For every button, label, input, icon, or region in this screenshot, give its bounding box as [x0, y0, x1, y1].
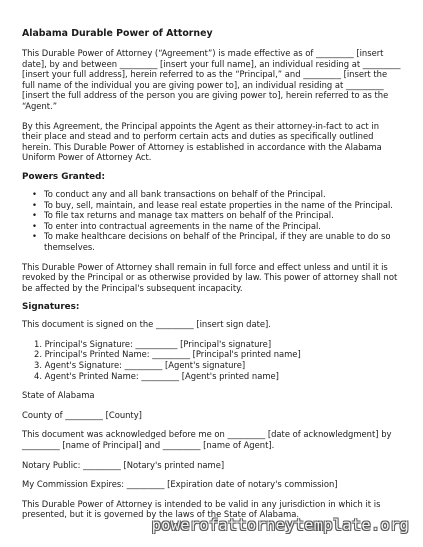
- signature-line: 1. Principal's Signature: __________ [Principal's signature]: [34, 338, 272, 349]
- commission-line: My Commission Expires: _________ [Expiration date of notary's commission]: [22, 479, 338, 490]
- signed-on-line: This document is signed on the _________ [insert sign date].: [22, 319, 271, 330]
- durability-paragraph: This Durable Power of Attorney shall remain in full force and effect unless and until it is revoked by the Principal or as otherwise provided by law. This power of attorney shall not be affected by the Principal's subsequent incapacity.: [22, 261, 398, 293]
- powers-list: [22, 189, 401, 253]
- site-watermark: powerofattorneytemplate.org: [151, 516, 409, 534]
- signatures-heading: Signatures:: [22, 302, 80, 313]
- power-item: • To enter into contractual agreements in the name of the Principal.: [44, 221, 401, 232]
- power-item: • To conduct any and all bank transactions on behalf of the Principal.: [44, 189, 401, 200]
- intro-paragraph: This Durable Power of Attorney (“Agreement”) is made effective as of _________ [insert date], by and between _________ [insert your full name], an individual residing at _________ [insert your full address], herein referred to as the “Principal,” and _________ [insert the full name of the individual you are giving power to], an individual residing at _________ [insert the full address of the person you are giving power to], herein referred to as the “Agent.”: [22, 48, 401, 111]
- power-item: • To make healthcare decisions on behalf of the Principal, if they are unable to do so themselves.: [44, 231, 401, 252]
- signature-line: 4. Agent's Printed Name: _________ [Agent's printed name]: [34, 370, 279, 381]
- notary-line: Notary Public: _________ [Notary's printed name]: [22, 459, 225, 470]
- power-item: • To buy, sell, maintain, and lease real estate properties in the name of the Principal.: [44, 200, 401, 211]
- county-line: County of _________ [County]: [22, 409, 142, 420]
- appointment-paragraph: By this Agreement, the Principal appoints the Agent as their attorney-in-fact to act in their place and stead and to perform certain acts and duties as specifically outlined herein. This Durable Power of Attorney is established in accordance with the Alabama Uniform Power of Attorney Act.: [22, 120, 382, 163]
- powers-heading: Powers Granted:: [22, 171, 105, 182]
- validity-paragraph: This Durable Power of Attorney is intended to be valid in any jurisdiction in which it is presented, but it is governed by the laws of the State of Alabama.: [22, 498, 381, 520]
- signature-line: 3. Agent's Signature: _________ [Agent's signature]: [34, 360, 246, 371]
- acknowledgment-paragraph: This document was acknowledged before me on _________ [date of acknowledgment] by _________ [name of Principal] and _________ [name of Agent].: [22, 429, 392, 451]
- state-line: State of Alabama: [22, 390, 95, 401]
- signature-line: 2. Principal's Printed Name: _________ [Principal's printed name]: [34, 349, 301, 360]
- signature-list: [22, 339, 401, 381]
- document-title: Alabama Durable Power of Attorney: [22, 28, 213, 39]
- power-item: • To file tax returns and manage tax matters on behalf of the Principal.: [44, 210, 401, 221]
